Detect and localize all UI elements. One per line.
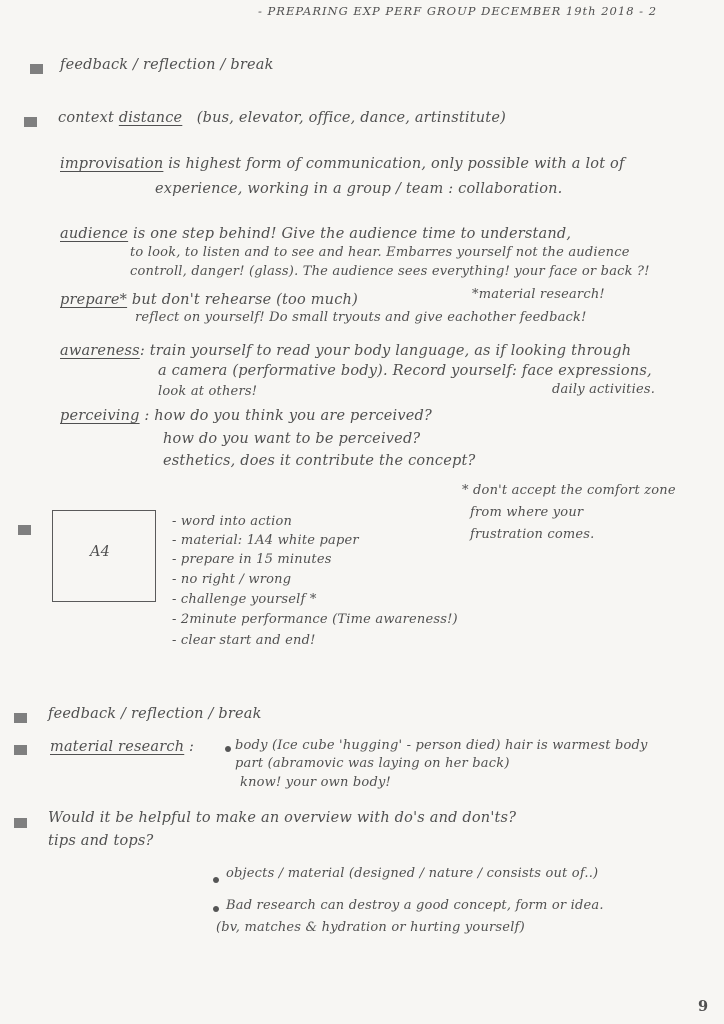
context-label: context <box>58 110 115 126</box>
section-feedback-2: feedback / reflection / break <box>48 706 262 722</box>
material-research-line2: part (abramovic was laying on her back) <box>235 756 510 771</box>
prepare-line1 <box>60 292 358 308</box>
a4-item: - challenge yourself * <box>172 592 317 607</box>
bullet-square-icon <box>14 818 27 828</box>
comfort-note-line1: * don't accept the comfort zone <box>462 483 676 498</box>
improvisation-keyword: improvisation <box>60 156 164 172</box>
prepare-note: *material research! <box>472 287 605 302</box>
comfort-note-line2: from where your <box>470 505 584 520</box>
material-research-colon: : <box>189 739 195 755</box>
a4-item: - prepare in 15 minutes <box>172 552 332 567</box>
overview-line2: tips and tops? <box>48 833 154 849</box>
audience-keyword: audience <box>60 226 129 242</box>
audience-line1 <box>60 226 571 242</box>
bullet-square-icon <box>14 713 27 723</box>
overview-bullet1: objects / material (designed / nature / consists out of..) <box>226 866 599 881</box>
page-number: 9 <box>698 998 709 1015</box>
awareness-text: : train yourself to read your body language, as if looking through <box>139 343 632 359</box>
a4-item: - no right / wrong <box>172 572 292 587</box>
material-research-keyword: material research <box>50 739 185 755</box>
comfort-note-line3: frustration comes. <box>470 527 595 542</box>
material-research-line3: know! your own body! <box>240 775 391 790</box>
perceiving-line3: esthetics, does it contribute the concept? <box>163 453 476 469</box>
a4-item: - word into action <box>172 514 293 529</box>
improvisation-line2: experience, working in a group / team : collaboration. <box>155 181 563 197</box>
bullet-square-icon <box>18 525 31 535</box>
awareness-line3: look at others! <box>158 384 258 399</box>
perceiving-line1 <box>60 408 432 424</box>
audience-text: is one step behind! Give the audience time to understand, <box>132 226 572 242</box>
a4-item: - 2minute performance (Time awareness!) <box>172 612 458 627</box>
awareness-line2: a camera (performative body). Record yourself: face expressions, <box>158 363 652 379</box>
perceiving-text: : how do you think you are perceived? <box>144 408 433 424</box>
a4-item: - material: 1A4 white paper <box>172 533 359 548</box>
section-feedback-1: feedback / reflection / break <box>60 57 274 73</box>
bullet-dot-icon <box>213 877 219 883</box>
awareness-line1 <box>60 343 631 359</box>
bullet-square-icon <box>14 745 27 755</box>
prepare-text: but don't rehearse (too much) <box>131 292 358 308</box>
overview-bullet2b: (bv, matches & hydration or hurting yourself) <box>216 920 525 935</box>
overview-bullet2: Bad research can destroy a good concept, form or idea. <box>226 898 604 913</box>
bullet-dot-icon <box>225 746 231 752</box>
material-research-label <box>50 739 194 755</box>
bullet-square-icon <box>30 64 43 74</box>
audience-line2: to look, to listen and to see and hear. Embarres yourself not the audience <box>130 245 630 260</box>
perceiving-line2: how do you want to be perceived? <box>163 431 421 447</box>
bullet-square-icon <box>24 117 37 127</box>
perceiving-keyword: perceiving <box>60 408 140 424</box>
prepare-line2: reflect on yourself! Do small tryouts and give eachother feedback! <box>135 310 587 325</box>
context-keyword: distance <box>118 110 183 126</box>
material-research-line1: body (Ice cube 'hugging' - person died) hair is warmest body <box>235 738 648 753</box>
a4-item: - clear start and end! <box>172 633 316 648</box>
awareness-keyword: awareness <box>60 343 140 359</box>
a4-box-label: A4 <box>90 544 111 560</box>
context-line <box>58 110 506 126</box>
bullet-dot-icon <box>213 906 219 912</box>
context-list: (bus, elevator, office, dance, artinstitute) <box>196 110 506 126</box>
awareness-line4: daily activities. <box>552 382 656 397</box>
page-header: - PREPARING EXP PERF GROUP DECEMBER 19th 2018 - 2 <box>258 4 658 18</box>
improvisation-line1 <box>60 156 625 172</box>
improvisation-text: is highest form of communication, only possible with a lot of <box>168 156 625 172</box>
prepare-keyword: prepare* <box>60 292 128 308</box>
overview-line1: Would it be helpful to make an overview with do's and don'ts? <box>48 810 517 826</box>
audience-line3: controll, danger! (glass). The audience sees everything! your face or back ?! <box>130 264 650 279</box>
